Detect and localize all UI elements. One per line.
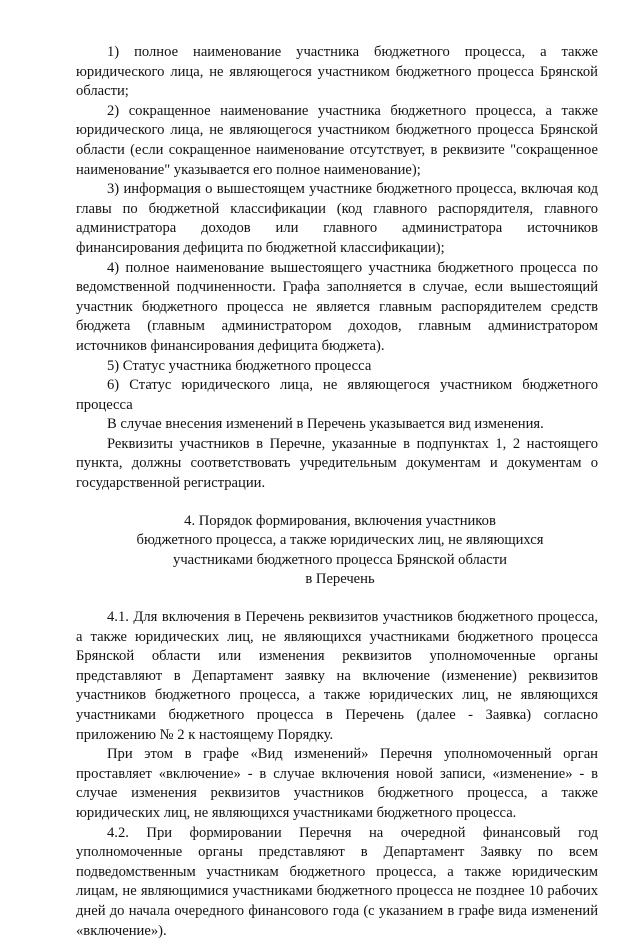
section-heading-line-2: бюджетного процесса, а также юридических лиц, не являющихся [136, 532, 544, 549]
list-item-4: 4) полное наименование вышестоящего участника бюджетного процесса по ведомственной подчиненности. Графа заполняется в случае, если вышестоящий участник бюджетного процесса не является главным распорядителем средств бюджета (главным администратором доходов, главным администратором источников финансирования дефицита бюджета). [76, 259, 598, 354]
list-item-1: 1) полное наименование участника бюджетного процесса, а также юридического лица, не являющегося участником бюджетного процесса Брянской области; [76, 44, 598, 100]
list-item-2: 2) сокращенное наименование участника бюджетного процесса, а также юридического лица, не являющегося участником бюджетного процесса Брянской области (если сокращенное наименование отсутствует, в реквизите "сокращенное наименование" указывается его полное наименование); [76, 102, 598, 178]
document-page [76, 43, 598, 941]
paragraph-4-1: 4.1. Для включения в Перечень реквизитов участников бюджетного процесса, а также юридических лиц, не являющихся участниками бюджетного процесса Брянской области или изменения реквизитов уполномоченные органы представляют в Департамент заявку на включение (изменение) реквизитов участников бюджетного процесса, а также юридических лиц, не являющихся участниками бюджетного процесса в Перечень (далее - Заявка) согласно приложению № 2 к настоящему Порядку. [76, 609, 598, 743]
list-item-6: 6) Статус юридического лица, не являющегося участником бюджетного процесса [76, 377, 598, 413]
spacer [76, 494, 598, 512]
list-item-5: 5) Статус участника бюджетного процесса [107, 357, 372, 374]
paragraph-4-2: 4.2. При формировании Перечня на очередной финансовый год уполномоченные органы представляют в Департамент Заявку по всем подведомственным участникам бюджетного процесса, а также юридическим лицам, не являющимися участниками бюджетного процесса не позднее 10 рабочих дней до начала очередного финансового года (с указанием в графе вида изменений «включение»). [76, 824, 598, 939]
list-item-3: 3) информация о вышестоящем участнике бюджетного процесса, включая код главы по бюджетной классификации (код главного распорядителя, главного администратора доходов или главного администратора источников финансирования дефицита по бюджетной классификации); [76, 181, 598, 256]
section-heading-line-3: участниками бюджетного процесса Брянской области [173, 551, 507, 568]
section-heading-line-4: в Перечень [305, 571, 375, 588]
paragraph-graph-note: При этом в графе «Вид изменений» Перечня уполномоченный орган проставляет «включение» - в случае включения новой записи, «изменение» - в случае изменения реквизитов участников бюджетного процесса, а также юридических лиц, не являющихся участниками бюджетного процесса. [76, 746, 598, 821]
paragraph-change-type: В случае внесения изменений в Перечень указывается вид изменения. [107, 416, 544, 433]
paragraph-requisites: Реквизиты участников в Перечне, указанные в подпунктах 1, 2 настоящего пункта, должны соответствовать учредительным документам и документам о государственной регистрации. [76, 435, 598, 492]
section-heading [76, 512, 598, 590]
section-heading-line-1: 4. Порядок формирования, включения участников [184, 512, 496, 529]
spacer [76, 590, 598, 608]
